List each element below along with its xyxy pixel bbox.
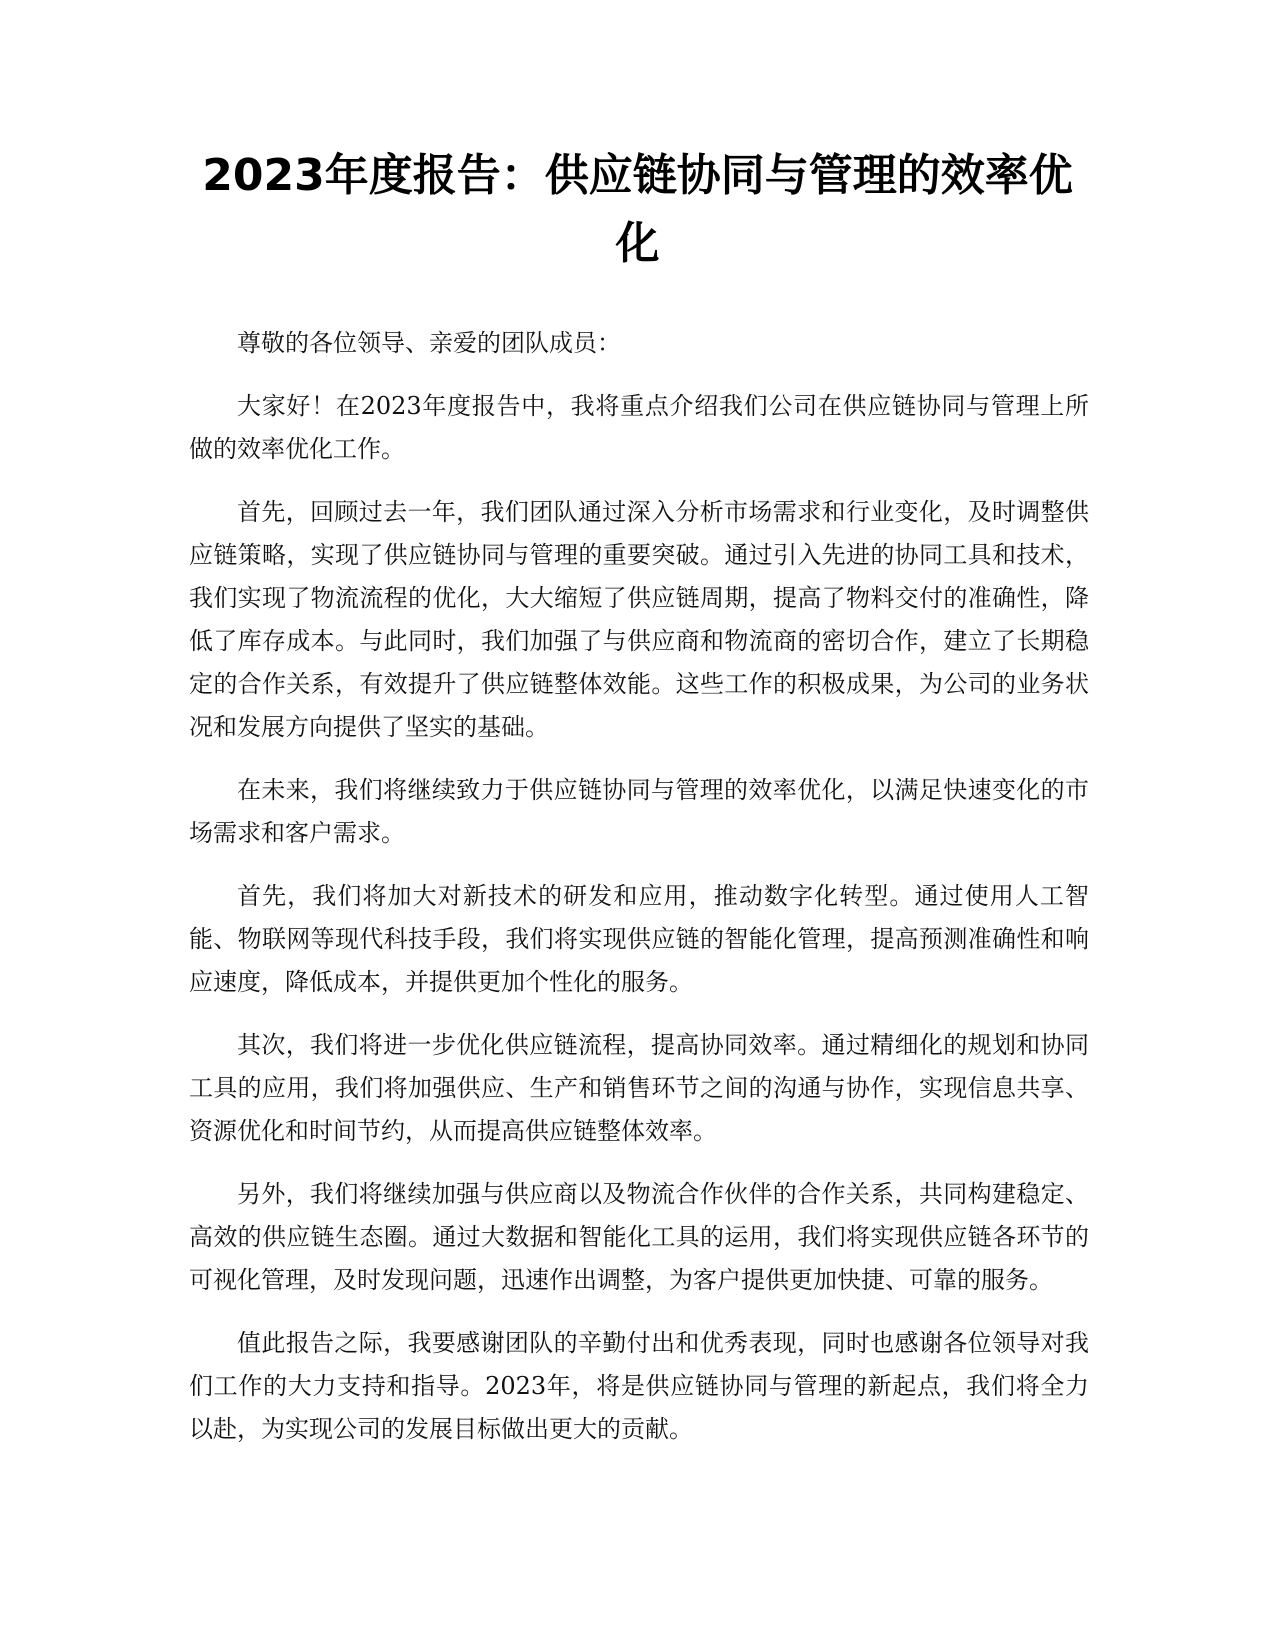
paragraph-partnership: 另外，我们将继续加强与供应商以及物流合作伙伴的合作关系，共同构建稳定、高效的供应链生态圈。通过大数据和智能化工具的运用，我们将实现供应链各环节的可视化管理，及时发现问题，迅速作出调整，为客户提供更加快捷、可靠的服务。 (189, 1180, 1089, 1294)
paragraph-closing: 值此报告之际，我要感谢团队的辛勤付出和优秀表现，同时也感谢各位领导对我们工作的大力支持和指导。2023年，将是供应链协同与管理的新起点，我们将全力以赴，为实现公司的发展目标做出更大的贡献。 (189, 1329, 1089, 1443)
paragraph-process: 其次，我们将进一步优化供应链流程，提高协同效率。通过精细化的规划和协同工具的应用，我们将加强供应、生产和销售环节之间的沟通与协作，实现信息共享、资源优化和时间节约，从而提高供应链整体效率。 (189, 1031, 1089, 1145)
paragraph-greeting: 大家好！在2023年度报告中，我将重点介绍我们公司在供应链协同与管理上所做的效率优化工作。 (189, 392, 1089, 463)
paragraph-review: 首先，回顾过去一年，我们团队通过深入分析市场需求和行业变化，及时调整供应链策略，实现了供应链协同与管理的重要突破。通过引入先进的协同工具和技术，我们实现了物流流程的优化，大大缩短了供应链周期，提高了物料交付的准确性，降低了库存成本。与此同时，我们加强了与供应商和物流商的密切合作，建立了长期稳定的合作关系，有效提升了供应链整体效能。这些工作的积极成果，为公司的业务状况和发展方向提供了坚实的基础。 (189, 498, 1089, 741)
document-title: 2023年度报告：供应链协同与管理的效率优化 (202, 150, 1073, 269)
paragraph-technology: 首先，我们将加大对新技术的研发和应用，推动数字化转型。通过使用人工智能、物联网等现代科技手段，我们将实现供应链的智能化管理，提高预测准确性和响应速度，降低成本，并提供更加个性化的服务。 (189, 882, 1089, 996)
paragraph-future: 在未来，我们将继续致力于供应链协同与管理的效率优化，以满足快速变化的市场需求和客户需求。 (189, 776, 1089, 847)
document-body (189, 322, 1089, 1471)
paragraph-salutation: 尊敬的各位领导、亲爱的团队成员： (237, 329, 621, 357)
